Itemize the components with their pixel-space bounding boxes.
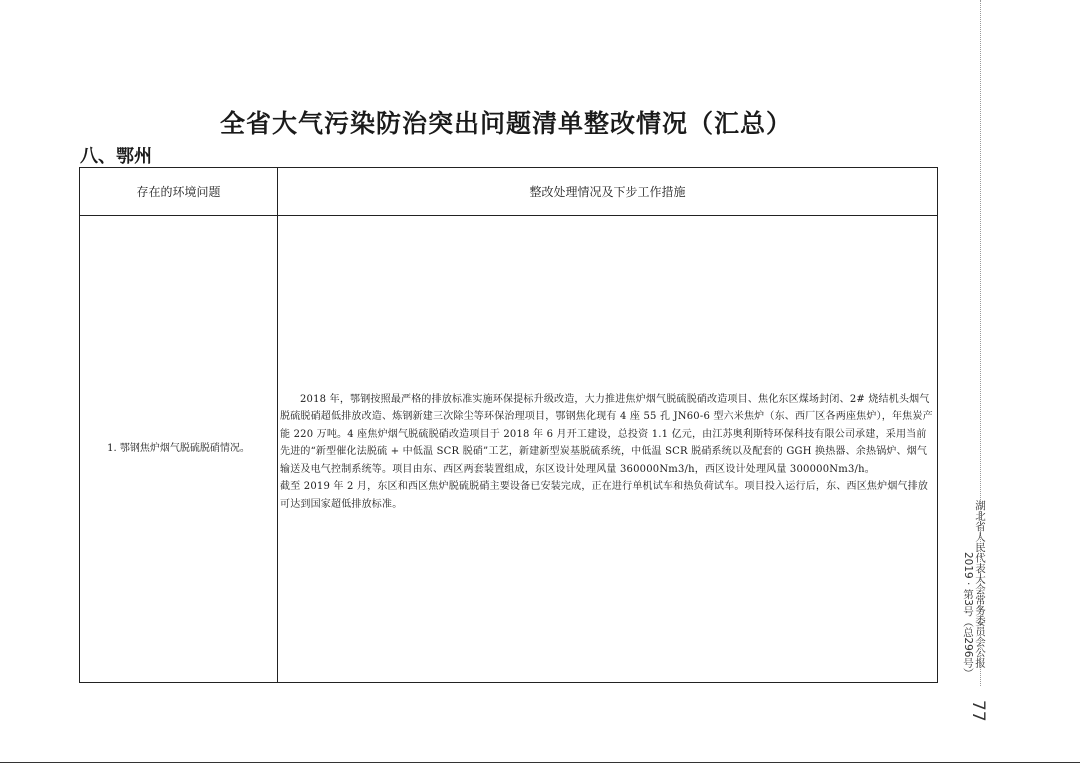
column-header-measures: 整改处理情况及下步工作措施 [278,168,938,216]
measures-cell [278,216,938,683]
rectification-table [79,167,938,683]
column-header-issue: 存在的环境问题 [80,168,278,216]
bottom-rule [0,762,1080,763]
journal-name: 湖北省人民代表大会常务委员会公报 [974,500,986,668]
measures-paragraph: 截至 2019 年 2 月，东区和西区焦炉脱硫脱硝主要设备已安装完成，正在进行单机试车和热负荷试车。项目投入运行后，东、西区焦炉烟气排放可达到国家超低排放标准。 [280,481,929,510]
section-heading: 八、鄂州 [80,146,152,167]
page-number: 77 [968,700,988,722]
measures-paragraph: 2018 年，鄂钢按照最严格的排放标准实施环保提标升级改造，大力推进焦炉烟气脱硫脱硝改造项目、焦化东区煤场封闭、2# 烧结机头烟气脱硫脱硝超低排放改造、炼钢新建三次除尘等环保治理项目，鄂钢焦化现有 4 座 55 孔 JN60-6 型六米焦炉（东、西厂区各两座焦炉），年焦炭产能 220 万吨。4 座焦炉烟气脱硫脱硝改造项目于 2018 年 6 月开工建设，总投资 1.1 亿元，由江苏奥利斯特环保科技有限公司承建，采用当前先进的“新型催化法脱硫 + 中低温 SCR 脱硝”工艺，新建新型炭基脱硫系统，中低温 SCR 脱硝系统以及配套的 GGH 换热器、余热锅炉、烟气输送及电气控制系统等。项目由东、西区两套装置组成，东区设计处理风量 360000Nm3/h，西区设计处理风量 300000Nm3/h。 [280,393,933,475]
table-row [80,216,938,683]
table-header-row [80,168,938,216]
page-title: 全省大气污染防治突出问题清单整改情况（汇总） [219,109,792,138]
issue-cell: 1. 鄂钢焦炉烟气脱硫脱硝情况。 [80,216,278,683]
issue-label: 2019 · 第3号（总296号） [962,552,974,679]
